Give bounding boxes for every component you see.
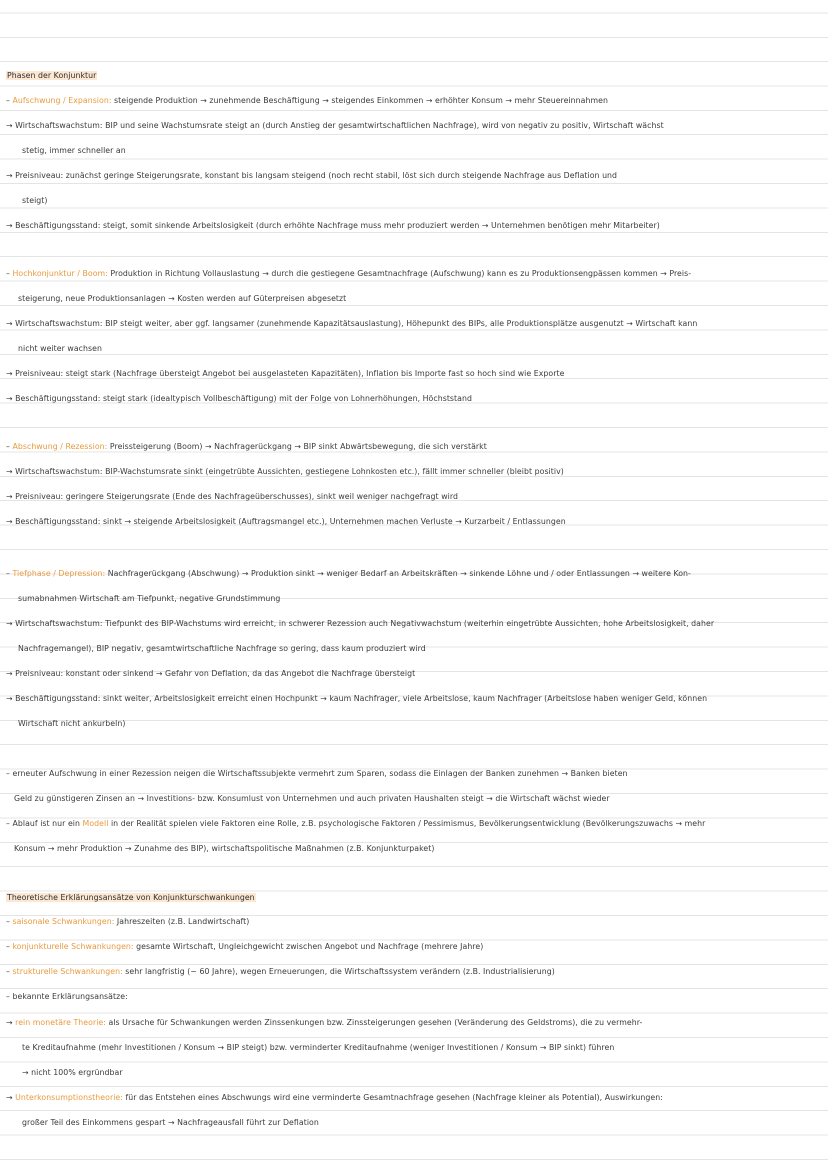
abschwung-line-2: → Wirtschaftswachstum: BIP-Wachstumsrate sinkt (eingetrübte Aussichten, gestiegene Lohnkosten etc.), fällt immer schneller (bleibt positiv) [6,467,564,476]
abschwung-line-1: – Abschwung / Rezession: Preissteigerung (Boom) → Nachfragerückgang → BIP sinkt Abwärtsbewegung, die sich verstärkt [6,442,487,451]
bekannte-line: – bekannte Erklärungsansätze: [6,992,128,1001]
tiefphase-line-2: sumabnahmen Wirtschaft am Tiefpunkt, negative Grundstimmung [18,594,281,603]
monetaer-line-2: te Kreditaufnahme (mehr Investitionen / Konsum → BIP steigt) bzw. verminderter Kreditaufnahme (weniger Investitionen / Konsum → BIP sinkt) führen [22,1043,615,1052]
boom-label: Hochkonjunktur / Boom: [12,269,108,278]
aufschwung-line-5: steigt) [22,196,48,205]
tiefphase-label: Tiefphase / Depression: [12,569,106,578]
schluss-line-2: Geld zu günstigeren Zinsen an → Investitions- bzw. Konsumlust von Unternehmen und auch privaten Haushalten steigt → die Wirtschaft wächst wieder [14,794,610,803]
boom-line-6: → Beschäftigungsstand: steigt stark (idealtypisch Vollbeschäftigung) mit der Folge von Lohnerhöhungen, Höchststand [6,394,472,403]
tiefphase-line-1: – Tiefphase / Depression: Nachfragerückgang (Abschwung) → Produktion sinkt → weniger Bedarf an Arbeitskräften → sinkende Löhne und / oder Entlassungen → weitere Kon- [6,569,691,578]
monetaer-label: rein monetäre Theorie: [15,1018,106,1027]
modell-highlight: Modell [82,819,109,828]
monetaer-line-3: → nicht 100% ergründbar [22,1068,123,1077]
aufschwung-line-4: → Preisniveau: zunächst geringe Steigerungsrate, konstant bis langsam steigend (noch recht stabil, löst sich durch steigende Nachfrage aus Deflation und [6,171,618,180]
schluss-line-3: – Ablauf ist nur ein Modell in der Realität spielen viele Faktoren eine Rolle, z.B. psychologische Faktoren / Pessimismus, Bevölkerungsentwicklung (Bevölkerungszuwachs → mehr [6,819,706,828]
boom-line-4: nicht weiter wachsen [18,344,102,353]
schluss-line-4: Konsum → mehr Produktion → Zunahme des BIP), wirtschaftspolitische Maßnahmen (z.B. Konjunkturpaket) [14,844,435,853]
abschwung-line-4: → Beschäftigungsstand: sinkt → steigende Arbeitslosigkeit (Auftragsmangel etc.), Unternehmen machen Verluste → Kurzarbeit / Entlassungen [6,517,566,526]
tiefphase-line-5: → Preisniveau: konstant oder sinkend → Gefahr von Deflation, da das Angebot die Nachfrage übersteigt [6,669,416,678]
aufschwung-line-2: → Wirtschaftswachstum: BIP und seine Wachstumsrate steigt an (durch Anstieg der gesamtwirtschaftlichen Nachfrage), wird von negativ zu positiv, Wirtschaft wächst [6,121,664,130]
abschwung-line-3: → Preisniveau: geringere Steigerungsrate (Ende des Nachfrageüberschusses), sinkt weil weniger nachgefragt wird [6,492,458,501]
monetaer-line-1: → rein monetäre Theorie: als Ursache für Schwankungen werden Zinssenkungen bzw. Zinssteigerungen gesehen (Veränderung des Geldstroms), die zu vermehr- [6,1018,643,1027]
tiefphase-line-3: → Wirtschaftswachstum: Tiefpunkt des BIP-Wachstums wird erreicht, in schwerer Rezession auch Negativwachstum (weiterhin eingetrübte Aussichten, hohe Arbeitslosigkeit, daher [6,619,715,628]
saisonal-line: – saisonale Schwankungen: Jahreszeiten (z.B. Landwirtschaft) [6,917,250,926]
unterkonsumption-line-1: → Unterkonsumptionstheorie: für das Entstehen eines Abschwungs wird eine verminderte Gesamtnachfrage gesehen (Nachfrage kleiner als Potential), Auswirkungen: [6,1093,663,1102]
boom-line-5: → Preisniveau: steigt stark (Nachfrage übersteigt Angebot bei ausgelasteten Kapazitäten), Inflation bis Importe fast so hoch sind wie Exporte [6,369,565,378]
tiefphase-line-6: → Beschäftigungsstand: sinkt weiter, Arbeitslosigkeit erreicht einen Hochpunkt → kaum Nachfrager, viele Arbeitslose, kaum Nachfrager (Arbeitslose haben weniger Geld, können [6,694,708,703]
boom-line-3: → Wirtschaftswachstum: BIP steigt weiter, aber ggf. langsamer (zunehmende Kapazitätsauslastung), Höhepunkt des BIPs, alle Produktionsplätze ausgenutzt → Wirtschaft kann [6,319,698,328]
aufschwung-line-6: → Beschäftigungsstand: steigt, somit sinkende Arbeitslosigkeit (durch erhöhte Nachfrage muss mehr produziert werden → Unternehmen benötigen mehr Mitarbeiter) [6,221,660,230]
boom-line-1: – Hochkonjunktur / Boom: Produktion in Richtung Vollauslastung → durch die gestiegene Gesamtnachfrage (Aufschwung) kann es zu Produktionsengpässen kommen → Preis- [6,269,692,278]
unterkonsumption-line-2: großer Teil des Einkommens gespart → Nachfrageausfall führt zur Deflation [22,1118,319,1127]
unterkonsumption-label: Unterkonsumptionstheorie: [15,1093,123,1102]
boom-line-2: steigerung, neue Produktionsanlagen → Kosten werden auf Güterpreisen abgesetzt [18,294,347,303]
section-title-theorie: Theoretische Erklärungsansätze von Konjunkturschwankungen [7,893,255,902]
section-title-phasen: Phasen der Konjunktur [7,71,97,80]
aufschwung-label: Aufschwung / Expansion: [12,96,112,105]
saisonal-label: saisonale Schwankungen: [12,917,115,926]
strukturell-line: – strukturelle Schwankungen: sehr langfristig (~ 60 Jahre), wegen Erneuerungen, die Wirtschaftssystem verändern (z.B. Industrialisierung) [6,967,555,976]
tiefphase-line-7: Wirtschaft nicht ankurbeln) [18,719,126,728]
tiefphase-line-4: Nachfragemangel), BIP negativ, gesamtwirtschaftliche Nachfrage so gering, dass kaum produziert wird [18,644,426,653]
aufschwung-line-3: stetig, immer schneller an [22,146,126,155]
konjunkturell-label: konjunkturelle Schwankungen: [12,942,134,951]
abschwung-label: Abschwung / Rezession: [12,442,108,451]
aufschwung-line-1: – Aufschwung / Expansion: steigende Produktion → zunehmende Beschäftigung → steigendes Einkommen → erhöhter Konsum → mehr Steuereinnahmen [6,96,608,105]
strukturell-label: strukturelle Schwankungen: [12,967,123,976]
konjunkturell-line: – konjunkturelle Schwankungen: gesamte Wirtschaft, Ungleichgewicht zwischen Angebot und Nachfrage (mehrere Jahre) [6,942,484,951]
schluss-line-1: – erneuter Aufschwung in einer Rezession neigen die Wirtschaftssubjekte vermehrt zum Sparen, sodass die Einlagen der Banken zunehmen → Banken bieten [6,769,628,778]
